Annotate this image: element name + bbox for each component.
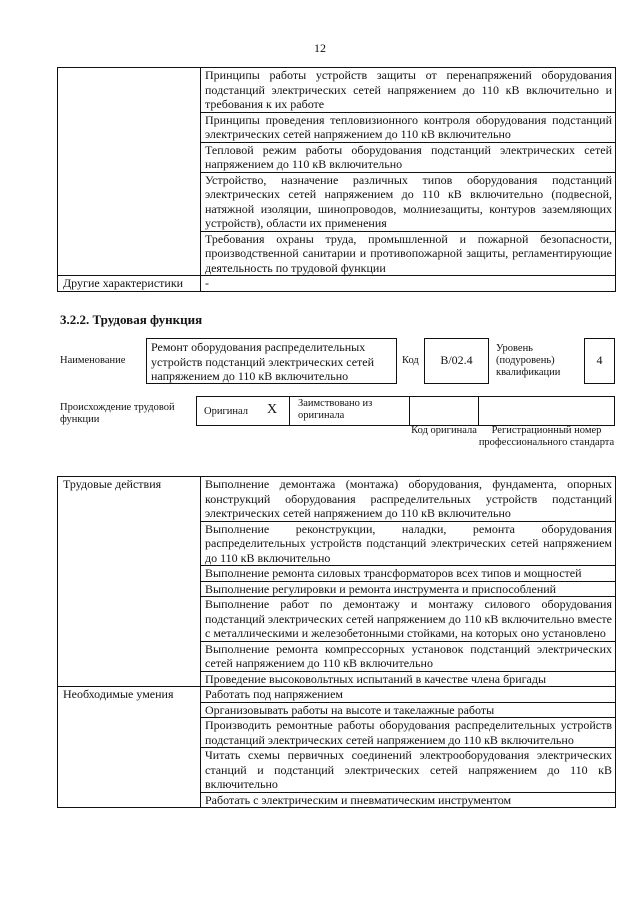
row-label: Другие характеристики xyxy=(58,276,201,292)
table-row xyxy=(58,687,616,703)
name-value-box xyxy=(146,338,397,384)
table-row xyxy=(58,477,616,522)
reg-number-box xyxy=(478,396,615,426)
original-mark: X xyxy=(267,402,278,417)
table-row xyxy=(58,68,616,113)
list-item: Работать с электрическим и пневматическим инструментом xyxy=(201,792,616,808)
code-value: B/02.4 xyxy=(440,353,473,367)
list-item: Выполнение ремонта компрессорных установок подстанций электрических сетей напряжением до 110 кВ включительно xyxy=(201,641,616,671)
original-box xyxy=(196,396,290,426)
table-row xyxy=(58,276,616,292)
borrowed-label: Заимствовано из оригинала xyxy=(298,398,373,421)
name-label: Наименование xyxy=(60,355,126,366)
list-item: Работать под напряжением xyxy=(201,687,616,703)
page-number: 12 xyxy=(314,41,326,55)
list-item: Принципы проведения тепловизионного контроля оборудования подстанций электрических сетей напряжением до 110 кВ включительно xyxy=(201,112,616,142)
original-code-box xyxy=(409,396,479,426)
list-item: Тепловой режим работы оборудования подстанций электрических сетей напряжением до 110 кВ включительно xyxy=(201,142,616,172)
function-name: Ремонт оборудования распределительных устройств подстанций электрических сетей напряжением до 110 кВ включительно xyxy=(151,340,375,383)
list-item: Выполнение ремонта силовых трансформаторов всех типов и мощностей xyxy=(201,566,616,582)
list-item: Проведение высоковольтных испытаний в качестве члена бригады xyxy=(201,671,616,687)
list-item: Производить ремонтные работы оборудования распределительных устройств подстанций электрических сетей напряжением до 110 кВ включительно xyxy=(201,718,616,748)
knowledge-table xyxy=(57,67,616,292)
list-item: Выполнение работ по демонтажу и монтажу силового оборудования подстанций электрических сетей напряжением до 110 кВ включительно вместе с металлическими и железобетонными стойками, на которых оно установлено xyxy=(201,597,616,642)
row-label xyxy=(58,68,201,276)
level-value: 4 xyxy=(596,353,603,367)
row-label: Необходимые умения xyxy=(58,687,201,808)
list-item: Организовывать работы на высоте и такелажные работы xyxy=(201,702,616,718)
list-item: Читать схемы первичных соединений электрооборудования электрических станций и подстанций электрических сетей напряжением до 110 кВ включительно xyxy=(201,748,616,793)
list-item: Требования охраны труда, промышленной и пожарной безопасности, производственной санитарии и противопожарной защиты, регламентирующие деятельность по трудовой функции xyxy=(201,231,616,276)
list-item: Выполнение регулировки и ремонта инструмента и приспособлений xyxy=(201,581,616,597)
function-table xyxy=(57,476,616,808)
list-item: - xyxy=(201,276,616,292)
code-label: Код xyxy=(402,355,419,366)
list-item: Выполнение демонтажа (монтажа) оборудования, фундамента, опорных конструкций оборудования распределительных устройств подстанций электрических сетей напряжением до 110 кВ включительно xyxy=(201,477,616,522)
original-label: Оригинал xyxy=(204,406,248,417)
level-box xyxy=(584,338,615,384)
list-item: Принципы работы устройств защиты от перенапряжений оборудования подстанций электрических сетей напряжением до 110 кВ включительно и требования к их работе xyxy=(201,68,616,113)
level-label: Уровень (подуровень) квалификации xyxy=(496,343,561,378)
section-title: 3.2.2. Трудовая функция xyxy=(60,312,203,327)
code-box xyxy=(424,338,489,384)
borrowed-box xyxy=(289,396,410,426)
list-item: Устройство, назначение различных типов оборудования подстанций электрических сетей напряжением до 110 кВ включительно (подвесной, натяжной изоляции, шинопроводов, молниезащиты, контуров заземляющих устройств), области их применения xyxy=(201,172,616,231)
code-caption: Код оригинала xyxy=(411,425,477,436)
list-item: Выполнение реконструкции, наладки, ремонта оборудования распределительных устройств подстанций электрических сетей напряжением до 110 кВ включительно xyxy=(201,521,616,566)
row-label: Трудовые действия xyxy=(58,477,201,687)
origin-label: Происхождение трудовой функции xyxy=(60,402,175,425)
reg-caption: Регистрационный номер профессионального стандарта xyxy=(478,425,615,448)
